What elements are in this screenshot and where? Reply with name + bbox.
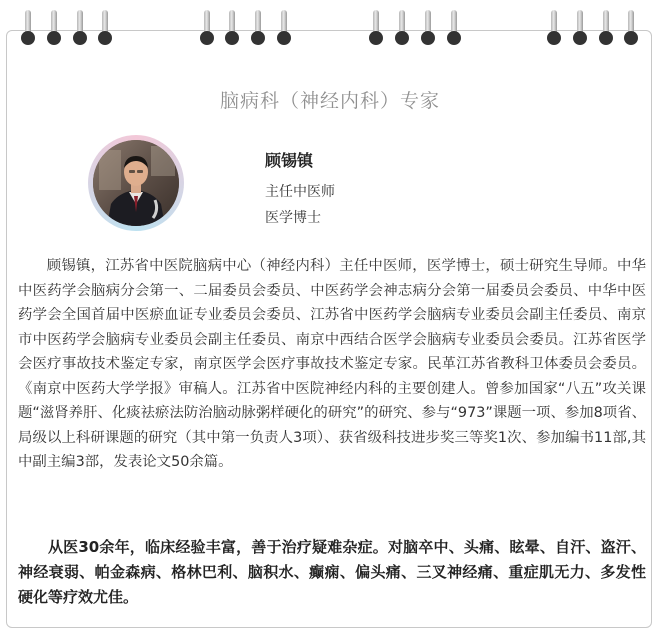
binder-ring-icon xyxy=(96,0,114,52)
doctor-specialty: 从医30余年，临床经验丰富，善于治疗疑难杂症。对脑卒中、头痛、眩晕、自汗、盗汗、神经衰弱、帕金森病、格林巴利、脑积水、癫痫、偏头痛、三叉神经痛、重症肌无力、多发性硬化等疗效尤佳。 xyxy=(18,538,646,606)
binder-ring-icon xyxy=(367,0,385,52)
section-title-wrap xyxy=(0,86,660,113)
binder-ring-icon xyxy=(45,0,63,52)
binder-ring-icon xyxy=(249,0,267,52)
binder-ring-icon xyxy=(622,0,640,52)
binder-ring-icon xyxy=(19,0,37,52)
section-title-text: 脑病科（神经内科）专家 xyxy=(219,90,440,112)
doctor-title: 主任中医师 xyxy=(265,184,335,200)
binder-ring-icon xyxy=(275,0,293,52)
portrait-photo xyxy=(93,140,179,226)
doctor-name: 顾锡镇 xyxy=(265,151,314,170)
binder-ring-icon xyxy=(571,0,589,52)
binder-ring-icon xyxy=(71,0,89,52)
binder-ring-icon xyxy=(223,0,241,52)
binder-rings xyxy=(0,0,660,60)
binder-ring-icon xyxy=(445,0,463,52)
binder-ring-icon xyxy=(419,0,437,52)
binder-ring-icon xyxy=(545,0,563,52)
binder-ring-icon xyxy=(198,0,216,52)
doctor-biography: 顾锡镇，江苏省中医院脑病中心（神经内科）主任中医师，医学博士，硕士研究生导师。中华中医药学会脑病分会第一、二届委员会委员、中医药学会神志病分会第一届委员会委员、中华中医药学会全国首届中医瘀血证专业委员会委员、江苏省中医药学会脑病专业委员会副主任委员、南京市中医药学会脑病专业委员会副主任委员、南京中西结合医学会脑病专业委员会委员。江苏省医学会医疗事故技术鉴定专家，南京医学会医疗事故技术鉴定专家。民革江苏省教科卫体委员会委员。《南京中医药大学学报》审稿人。江苏省中医院神经内科的主要创建人。曾参加国家“八五”攻关课题“滋肾养肝、化痰祛瘀法防治脑动脉粥样硬化的研究”的研究、参与“973”课题一项、参加8项省、局级以上科研课题的研究（其中第一负责人3项）、获省级科技进步奖三等奖1次、参加编书11部,其中副主编3部，发表论文50余篇。 xyxy=(18,258,646,470)
avatar xyxy=(93,140,179,226)
section-title xyxy=(218,86,442,113)
binder-ring-icon xyxy=(393,0,411,52)
binder-ring-icon xyxy=(597,0,615,52)
avatar-frame xyxy=(88,135,184,231)
doctor-degree: 医学博士 xyxy=(265,210,321,226)
